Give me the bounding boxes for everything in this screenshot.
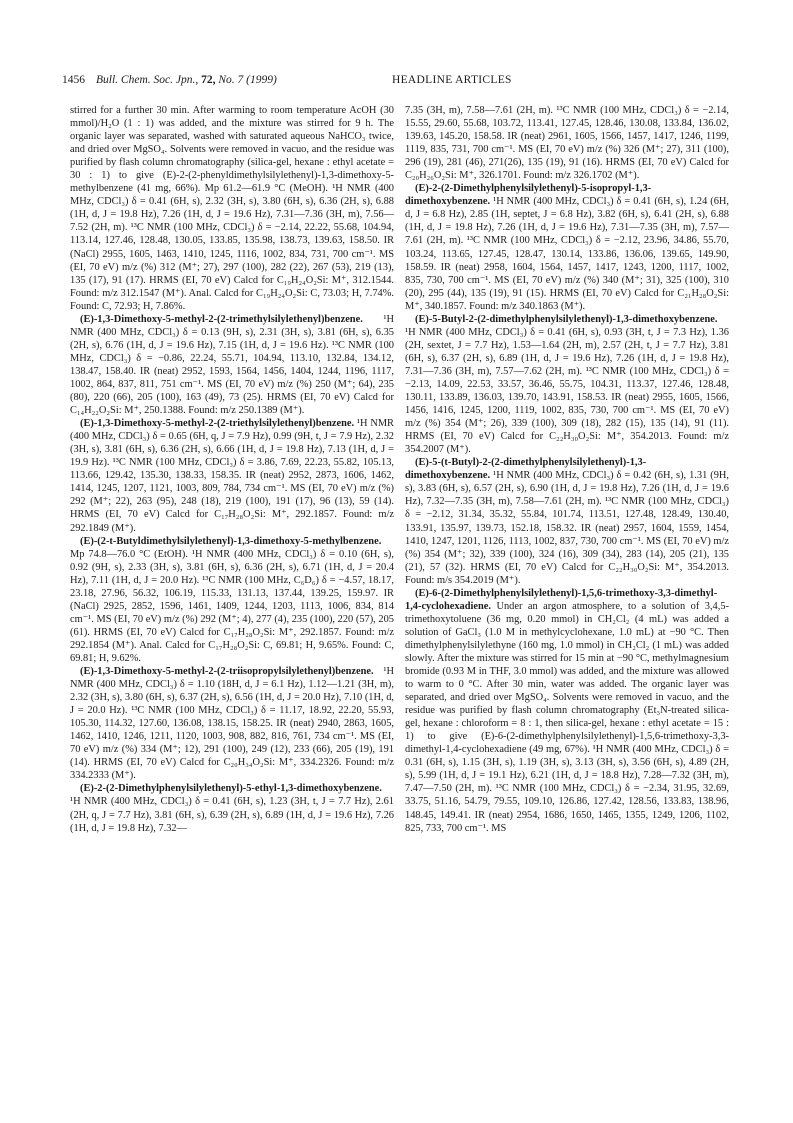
experimental-paragraph <box>405 456 729 586</box>
section-heading: HEADLINE ARTICLES <box>392 74 512 86</box>
compound-name: (E)-5-(t-Butyl)-2-(2-dimethylphenylsilylethenyl)-1,3-dimethoxybenzene. <box>405 457 647 482</box>
experimental-paragraph <box>405 313 729 457</box>
experimental-paragraph <box>405 104 729 182</box>
journal-volume: 72, <box>201 74 216 86</box>
page-number: 1456 <box>62 74 85 86</box>
experimental-paragraph <box>70 535 394 665</box>
characterization-text: stirred for a further 30 min. After warming to room temperature AcOH (30 mmol)/H₂O (1 : 1) was added, and the mixture was stirred for 9 h. The organic layer was separated, washed with saturated aqueous NaHCO₃ twice, and dried over MgSO₄. Solvents were removed in vacuo, and the residue was purified by flash column chromatography (silica-gel, hexane : ethyl acetate = 30 : 1) to give (E)-2-(2-phenyldimethylsilylethenyl)-1,3-dimethoxy-5-methylbenzene (41 mg, 66%). Mp 61.2—61.9 °C (MeOH). ¹H NMR (400 MHz, CDCl₃) δ = 0.41 (6H, s), 2.32 (3H, s), 3.80 (6H, s), 6.36 (2H, s), 6.88 (1H, d, J = 19.8 Hz), 7.26 (1H, d, J = 19.6 Hz), 7.31—7.36 (3H, m), 7.56—7.52 (2H, m). ¹³C NMR (100 MHz, CDCl₃) δ = −2.14, 22.22, 55.68, 104.94, 113.14, 127.46, 128.48, 130.05, 133.85, 135.98, 138.73, 139.63, 158.50. IR (NaCl) 2955, 1605, 1463, 1410, 1245, 1116, 1002, 834, 731, 700 cm⁻¹. MS (EI, 70 eV) m/z (%) 312 (M⁺; 27), 297 (100), 282 (22), 267 (53), 219 (13), 135 (17), 91 (17). HRMS (EI, 70 eV) Calcd for C₁₉H₂₄O₂Si: M⁺, 312.1544. Found: m/z 312.1547 (M⁺). Anal. Calcd for C₁₉H₂₄O₂Si: C, 73.03; H, 7.74%. Found: C, 72.93; H, 7.86%. <box>70 105 394 312</box>
running-head <box>62 74 732 90</box>
characterization-text: Mp 74.8—76.0 °C (EtOH). ¹H NMR (400 MHz, CDCl₃) δ = 0.10 (6H, s), 0.92 (9H, s), 2.33 (3H, s), 3.81 (6H, s), 6.36 (2H, s), 6.71 (1H, d, J = 20.4 Hz), 7.11 (1H, d, J = 20.0 Hz). ¹³C NMR (100 MHz, C₆D₆) δ = −4.57, 18.17, 23.18, 27.96, 56.32, 106.19, 115.33, 131.13, 137.44, 139.25, 159.97. IR (NaCl) 2925, 2852, 1596, 1461, 1409, 1244, 1203, 1113, 1006, 834, 814 cm⁻¹. MS (EI, 70 eV) m/z (%) 292 (M⁺; 4), 277 (4), 235 (100), 220 (57), 205 (61). HRMS (EI, 70 eV) Calcd for C₁₇H₂₈O₂Si: M⁺, 292.1857. Found: m/z 292.1854 (M⁺). Anal. Calcd for C₁₇H₂₈O₂Si: C, 69.81; H, 9.65%. Found: C, 69.81; H, 9.62%. <box>70 548 394 664</box>
characterization-text: Under an argon atmosphere, to a solution of 3,4,5-trimethoxytoluene (36 mg, 0.20 mmol) in CH₂Cl₂ (4 mL) was added a solution of GaCl₃ (1.0 M in methylcyclohexane, 1.0 mL) at −90 °C. Then dimethylphenylsilylethyne (160 mg, 1.0 mmol) in CH₂Cl₂ (1 mL) was added slowly. After the mixture was stirred for 15 min at −90 °C, methylmagnesium bromide (0.93 M in THF, 3.0 mmol) was added, and the mixture was allowed to warm to 0 °C. After 30 min, water was added. The organic layer was separated, and dried over MgSO₄. Solvents were removed in vacuo, and the residue was purified by flash column chromatography (Et₃N-treated silica-gel, hexane : chloroform = 8 : 1, then silica-gel, hexane : ethyl acetate = 15 : 1) to give (E)-6-(2-dimethylphenylsilylethenyl)-1,5,6-trimethoxy-3,3-dimethyl-1,4-cyclohexadiene (49 mg, 67%). ¹H NMR (400 MHz, CDCl₃) δ = 0.31 (6H, s), 1.15 (3H, s), 1.19 (3H, s), 3.13 (3H, s), 3.56 (6H, s), 4.89 (2H, s), 5.99 (1H, d, J = 19.1 Hz), 6.21 (1H, d, J = 18.8 Hz), 7.28—7.32 (3H, m), 7.47—7.50 (2H, m). ¹³C NMR (100 MHz, CDCl₃) δ = −2.34, 31.95, 32.69, 33.75, 51.16, 54.79, 79.55, 109.10, 126.86, 127.42, 128.56, 133.83, 138.96, 148.45, 149.41. IR (neat) 2954, 1686, 1650, 1465, 1355, 1249, 1206, 1102, 825, 733, 700 cm⁻¹. MS <box>405 600 729 834</box>
characterization-text: ¹H NMR (400 MHz, CDCl₃) δ = 0.65 (6H, q, J = 7.9 Hz), 0.99 (9H, t, J = 7.9 Hz), 2.32 (3H, s), 3.81 (6H, s), 6.36 (2H, s), 6.66 (1H, d, J = 19.8 Hz), 7.13 (1H, d, J = 19.9 Hz). ¹³C NMR (100 MHz, CDCl₃) δ = 3.86, 7.69, 22.23, 55.82, 105.13, 113.66, 129.42, 135.30, 138.33, 158.35. IR (neat) 2952, 2873, 1606, 1462, 1414, 1245, 1207, 1121, 1003, 809, 784, 734 cm⁻¹. MS (EI, 70 eV) m/z (%) 292 (M⁺; 22), 263 (95), 248 (18), 219 (100), 191 (17), 96 (13), 59 (14). HRMS (EI, 70 eV) Calcd for C₁₇H₂₈O₂Si: M⁺, 292.1857. Found: m/z 292.1849 (M⁺). <box>70 418 394 534</box>
characterization-text: ¹H NMR (400 MHz, CDCl₃) δ = 0.42 (6H, s), 1.31 (9H, s), 3.83 (6H, s), 6.57 (2H, s), 6.90 (1H, d, J = 19.8 Hz), 7.26 (1H, d, J = 19.6 Hz), 7.32—7.35 (3H, m), 7.58—7.61 (2H, m). ¹³C NMR (100 MHz, CDCl₃) δ = −2.12, 31.34, 35.32, 55.84, 101.74, 113.51, 127.48, 128.49, 130.40, 133.91, 135.97, 139.73, 152.18, 158.32. IR (neat) 2957, 1604, 1559, 1454, 1410, 1247, 1201, 1126, 1113, 1002, 837, 730, 700 cm⁻¹. MS (EI, 70 eV) m/z (%) 354 (M⁺; 32), 339 (100), 324 (16), 309 (34), 283 (14), 205 (21), 135 (21), 57 (32). HRMS (EI, 70 eV) Calcd for C₂₂H₃₀O₂Si: M⁺, 354.2013. Found: m/s 354.2019 (M⁺). <box>405 470 729 586</box>
characterization-text: ¹H NMR (400 MHz, CDCl₃) δ = 0.13 (9H, s), 2.31 (3H, s), 3.81 (6H, s), 6.35 (2H, s), 6.76 (1H, d, J = 19.6 Hz), 7.15 (1H, d, J = 19.6 Hz). ¹³C NMR (100 MHz, CDCl₃) δ = −0.86, 22.24, 55.71, 104.94, 113.10, 132.84, 134.12, 138.47, 158.40. IR (neat) 2952, 1593, 1564, 1456, 1404, 1244, 1196, 1117, 1002, 864, 837, 811, 751 cm⁻¹. MS (EI, 70 eV) m/z (%) 250 (M⁺; 64), 235 (80), 220 (66), 205 (100), 163 (49), 73 (25). HRMS (EI, 70 eV) Calcd for C₁₄H₂₂O₂Si: M⁺, 250.1388. Found: m/z 250.1389 (M⁺). <box>70 313 394 417</box>
characterization-text: 7.35 (3H, m), 7.58—7.61 (2H, m). ¹³C NMR (100 MHz, CDCl₃) δ = −2.14, 15.55, 29.60, 55.68, 103.72, 113.41, 127.45, 128.46, 130.08, 133.84, 136.02, 139.63, 145.20, 158.58. IR (neat) 2961, 1605, 1566, 1457, 1417, 1246, 1199, 1119, 835, 731, 700 cm⁻¹. MS (EI, 70 eV) m/z (%) 326 (M⁺; 27), 311 (100), 296 (19), 281 (46), 271(26), 135 (19), 91 (16). HRMS (EI, 70 eV) Calcd for C₂₀H₂₆O₂Si: M⁺, 326.1701. Found: m/z 326.1702 (M⁺). <box>405 105 729 182</box>
journal-name: Bull. Chem. Soc. Jpn., <box>96 74 199 86</box>
experimental-paragraph <box>70 782 394 834</box>
experimental-paragraph <box>405 587 729 835</box>
left-column <box>70 104 394 835</box>
characterization-text: ¹H NMR (400 MHz, CDCl₃) δ = 1.10 (18H, d, J = 6.1 Hz), 1.12—1.21 (3H, m), 2.32 (3H, s), 3.80 (6H, s), 6.37 (2H, s), 6.56 (1H, d, J = 20.0 Hz), 7.10 (1H, d, J = 20.0 Hz). ¹³C NMR (100 MHz, CDCl₃) δ = 11.17, 18.92, 22.20, 55.93, 105.30, 114.32, 127.60, 136.08, 138.15, 158.25. IR (neat) 2940, 2863, 1605, 1462, 1410, 1246, 1211, 1120, 1003, 908, 882, 816, 761, 734 cm⁻¹. MS (EI, 70 eV) m/z (%) 334 (M⁺; 12), 291 (100), 249 (12), 233 (66), 205 (19), 191 (14). HRMS (EI, 70 eV) Calcd for C₂₀H₃₄O₂Si: M⁺, 334.2326. Found: m/z 334.2333 (M⁺). <box>70 666 394 782</box>
compound-name: (E)-1,3-Dimethoxy-5-methyl-2-(2-triethylsilylethenyl)benzene. <box>80 418 355 430</box>
journal-issue: No. 7 (1999) <box>218 74 277 86</box>
compound-name: (E)-(2-t-Butyldimethylsilylethenyl)-1,3-dimethoxy-5-methylbenzene. <box>80 535 382 547</box>
experimental-paragraph <box>70 417 394 534</box>
experimental-paragraph <box>405 182 729 312</box>
compound-name: (E)-5-Butyl-2-(2-dimethylphenylsilylethenyl)-1,3-dimethoxybenzene. <box>415 313 718 325</box>
compound-name: (E)-1,3-Dimethoxy-5-methyl-2-(2-triisopropylsilylethenyl)benzene. <box>80 666 374 678</box>
journal-citation <box>96 74 277 86</box>
compound-name: (E)-2-(2-Dimethylphenylsilylethenyl)-5-ethyl-1,3-dimethoxybenzene. <box>80 783 382 795</box>
compound-name: (E)-1,3-Dimethoxy-5-methyl-2-(2-trimethylsilylethenyl)benzene. <box>80 313 363 325</box>
characterization-text: ¹H NMR (400 MHz, CDCl₃) δ = 0.41 (6H, s), 1.23 (3H, t, J = 7.7 Hz), 2.61 (2H, q, J = 7.7 Hz), 3.81 (6H, s), 6.39 (2H, s), 6.89 (1H, d, J = 19.6 Hz), 7.26 (1H, d, J = 19.8 Hz), 7.32— <box>70 796 394 834</box>
characterization-text: ¹H NMR (400 MHz, CDCl₃) δ = 0.41 (6H, s), 0.93 (3H, t, J = 7.3 Hz), 1.36 (2H, sextet, J = 7.7 Hz), 1.53—1.64 (2H, m), 2.57 (2H, t, J = 7.7 Hz), 3.81 (6H, s), 6.37 (2H, s), 6.89 (1H, d, J = 19.6 Hz), 7.26 (1H, d, J = 19.8 Hz), 7.31—7.36 (3H, m), 7.57—7.62 (2H, m). ¹³C NMR (100 MHz, CDCl₃) δ = −2.13, 14.09, 22.53, 33.57, 36.46, 55.75, 104.31, 113.37, 127.46, 128.48, 130.11, 133.89, 136.03, 139.70, 143.91, 158.53. IR (neat) 2955, 1605, 1566, 1456, 1416, 1245, 1200, 1119, 1002, 835, 730, 700 cm⁻¹. MS (EI, 70 eV) m/z (%) 354 (M⁺; 26), 339 (100), 309 (18), 282 (15), 135 (14), 91 (11). HRMS (EI, 70 eV) Calcd for C₂₂H₃₀O₂Si: M⁺, 354.2013. Found: m/z 354.2007 (M⁺). <box>405 326 729 456</box>
right-column <box>405 104 729 835</box>
experimental-paragraph <box>70 665 394 782</box>
experimental-paragraph <box>70 313 394 417</box>
characterization-text: ¹H NMR (400 MHz, CDCl₃) δ = 0.41 (6H, s), 1.24 (6H, d, J = 6.8 Hz), 2.85 (1H, septet, J = 6.8 Hz), 3.82 (6H, s), 6.41 (2H, s), 6.88 (1H, d, J = 19.8 Hz), 7.26 (1H, d, J = 19.6 Hz), 7.31—7.35 (3H, m), 7.57—7.61 (2H, m). ¹³C NMR (100 MHz, CDCl₃) δ = −2.12, 23.96, 34.86, 55.70, 103.24, 113.65, 127.45, 128.47, 130.14, 133.86, 136.06, 139.65, 149.90, 158.59. IR (neat) 2958, 1604, 1564, 1457, 1417, 1243, 1200, 1117, 1002, 835, 730, 700 cm⁻¹. MS (EI, 70 eV) m/z (%) 340 (M⁺; 31), 325 (100), 310 (20), 295 (44), 135 (19), 91 (15). HRMS (EI, 70 eV) Calcd for C₂₁H₂₈O₂Si: M⁺, 340.1857. Found: m/z 340.1863 (M⁺). <box>405 196 729 312</box>
compound-name: (E)-2-(2-Dimethylphenylsilylethenyl)-5-isopropyl-1,3-dimethoxybenzene. <box>405 183 652 208</box>
experimental-paragraph <box>70 104 394 313</box>
compound-name: (E)-6-(2-Dimethylphenylsilylethenyl)-1,5,6-trimethoxy-3,3-dimethyl-1,4-cyclohexadiene. <box>405 587 718 612</box>
